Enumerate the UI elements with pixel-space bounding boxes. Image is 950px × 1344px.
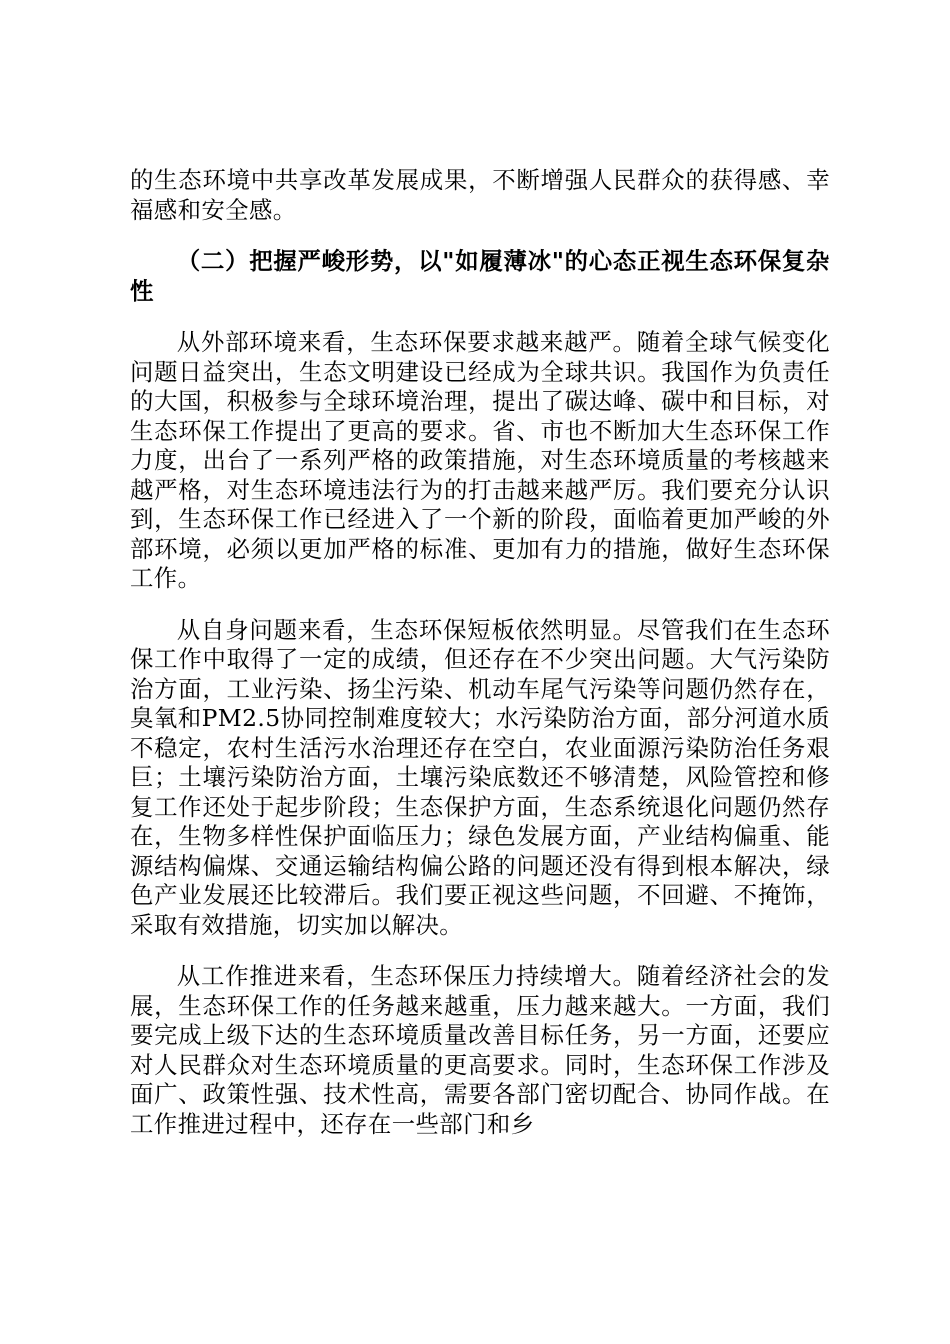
document-body	[130, 166, 830, 1161]
paragraph-continued: 的生态环境中共享改革发展成果，不断增强人民群众的获得感、幸福感和安全感。	[130, 166, 830, 224]
paragraph-external-environment: 从外部环境来看，生态环保要求越来越严。随着全球气候变化问题日益突出，生态文明建设已经成为全球共识。我国作为负责任的大国，积极参与全球环境治理，提出了碳达峰、碳中和目标，对生态环保工作提出了更高的要求。省、市也不断加大生态环保工作力度，出台了一系列严格的政策措施，对生态环境质量的考核越来越严格，对生态环境违法行为的打击越来越严厉。我们要充分认识到，生态环保工作已经进入了一个新的阶段，面临着更加严峻的外部环境，必须以更加严格的标准、更加有力的措施，做好生态环保工作。	[130, 328, 830, 592]
section-heading: （二）把握严峻形势，以"如履薄冰"的心态正视生态环保复杂性	[130, 247, 830, 305]
paragraph-own-problems: 从自身问题来看，生态环保短板依然明显。尽管我们在生态环保工作中取得了一定的成绩，但还存在不少突出问题。大气污染防治方面，工业污染、扬尘污染、机动车尾气污染等问题仍然存在，臭氧和PM2.5协同控制难度较大；水污染防治方面，部分河道水质不稳定，农村生活污水治理还存在空白，农业面源污染防治任务艰巨；土壤污染防治方面，土壤污染底数还不够清楚，风险管控和修复工作还处于起步阶段；生态保护方面，生态系统退化问题仍然存在，生物多样性保护面临压力；绿色发展方面，产业结构偏重、能源结构偏煤、交通运输结构偏公路的问题还没有得到根本解决，绿色产业发展还比较滞后。我们要正视这些问题，不回避、不掩饰，采取有效措施，切实加以解决。	[130, 615, 830, 939]
paragraph-work-progress: 从工作推进来看，生态环保压力持续增大。随着经济社会的发展，生态环保工作的任务越来越重，压力越来越大。一方面，我们要完成上级下达的生态环境质量改善目标任务，另一方面，还要应对人民群众对生态环境质量的更高要求。同时，生态环保工作涉及面广、政策性强、技术性高，需要各部门密切配合、协同作战。在工作推进过程中，还存在一些部门和乡	[130, 962, 830, 1138]
